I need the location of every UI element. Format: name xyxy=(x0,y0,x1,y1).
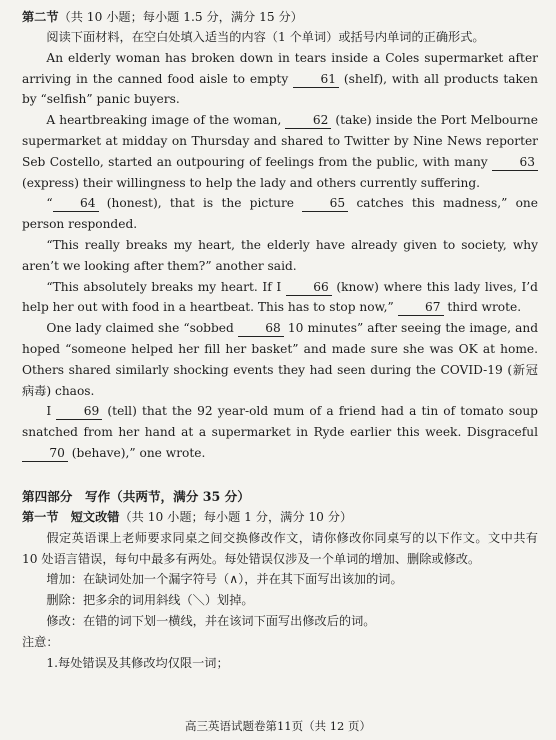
paragraph-text: “ xyxy=(46,196,53,211)
paragraph-text: third wrote. xyxy=(443,300,522,315)
note-1: 1.每处错误及其修改均仅限一词； xyxy=(46,655,229,670)
paragraph-text: (honest), that is the picture xyxy=(98,196,303,211)
blank-67: 67 xyxy=(398,300,444,316)
passage-paragraph-2 xyxy=(22,110,538,193)
part4-section1-header xyxy=(22,507,538,528)
paragraph-text: (express) their willingness to help the lady and others currently suffering. xyxy=(22,175,481,190)
blank-64: 64 xyxy=(53,196,99,212)
passage-paragraph-3 xyxy=(22,193,538,235)
rule-delete: 删除：把多余的词用斜线（＼）划掉。 xyxy=(46,593,254,608)
section2-heading-note: （共 10 小题；每小题 1.5 分，满分 15 分） xyxy=(58,10,303,24)
passage-paragraph-6 xyxy=(22,318,538,401)
passage-paragraph-7 xyxy=(22,401,538,463)
blank-66: 66 xyxy=(286,280,332,296)
part4-heading: 第四部分 写作（共两节，满分 35 分） xyxy=(22,488,250,504)
section1-heading: 第一节 短文改错 xyxy=(22,509,120,524)
paragraph-text: (take) inside the Port Melbourne supermarket at midday on Thursday and shared to Twitter by Nine News reporter Seb Costello, started an outpouring of feelings from the public, with many xyxy=(22,113,538,169)
paragraph-text: (shelf), with all products taken by “selfish” panic buyers. xyxy=(22,71,538,107)
passage-paragraph-1 xyxy=(22,48,538,110)
section2-header xyxy=(22,8,538,27)
rule-modify: 修改：在错的词下划一横线，并在该词下面写出修改后的词。 xyxy=(46,613,376,628)
paragraph-text: “This absolutely breaks my heart. If I xyxy=(46,279,286,294)
error-correction-intro: 假定英语课上老师要求同桌之间交换修改作文，请你修改你同桌写的以下作文。文中共有 10 处语言错误，每句中最多有两处。每处错误仅涉及一个单词的增加、删除或修改。 xyxy=(22,530,538,566)
blank-70: 70 xyxy=(22,446,68,462)
paragraph-text: A heartbreaking image of the woman, xyxy=(46,113,286,128)
blank-65: 65 xyxy=(302,196,348,212)
blank-61: 61 xyxy=(293,72,339,88)
passage-paragraph-4: “This really breaks my heart, the elderly have already given to society, why aren’t we looking after them?” another said. xyxy=(22,237,538,273)
paragraph-text: (tell) that the 92 year-old mum of a friend had a tin of tomato soup snatched from her hand at a supermarket in Ryde earlier this week. Disgraceful xyxy=(22,404,538,440)
paragraph-text: (know) where this lady lives, I’d help her out with food in a heartbeat. This has to stop now,” xyxy=(22,279,538,315)
blank-69: 69 xyxy=(56,404,102,420)
blank-63: 63 xyxy=(492,155,538,171)
paragraph-text: I xyxy=(46,404,57,419)
paragraph-text: (behave),” one wrote. xyxy=(67,445,206,460)
section2-heading: 第二节 xyxy=(22,10,59,24)
page-footer: 高三英语试题卷第11页（共 12 页） xyxy=(184,719,372,733)
blank-62: 62 xyxy=(285,113,331,129)
blank-68: 68 xyxy=(238,321,284,337)
paragraph-text: catches this madness,” one person responded. xyxy=(22,196,538,232)
section1-heading-note: （共 10 小题；每小题 1 分，满分 10 分） xyxy=(119,509,353,524)
section2-instruction: 阅读下面材料，在空白处填入适当的内容（1 个单词）或括号内单词的正确形式。 xyxy=(46,30,485,44)
paragraph-text: An elderly woman has broken down in tears inside a Coles supermarket after arriving in the canned food aisle to empty xyxy=(22,50,538,86)
note-label: 注意： xyxy=(22,634,59,649)
passage-paragraph-5 xyxy=(22,277,538,319)
rule-add: 增加：在缺词处加一个漏字符号（∧），并在其下面写出该加的词。 xyxy=(46,572,403,587)
paragraph-text: One lady claimed she “sobbed xyxy=(46,321,238,336)
paragraph-text: 10 minutes” after seeing the image, and hoped “someone helped her fill her basket” and made sure she was OK at home. Others shared similarly shocking events they had seen during the COVID-19 (新冠病毒) chaos. xyxy=(22,321,538,398)
